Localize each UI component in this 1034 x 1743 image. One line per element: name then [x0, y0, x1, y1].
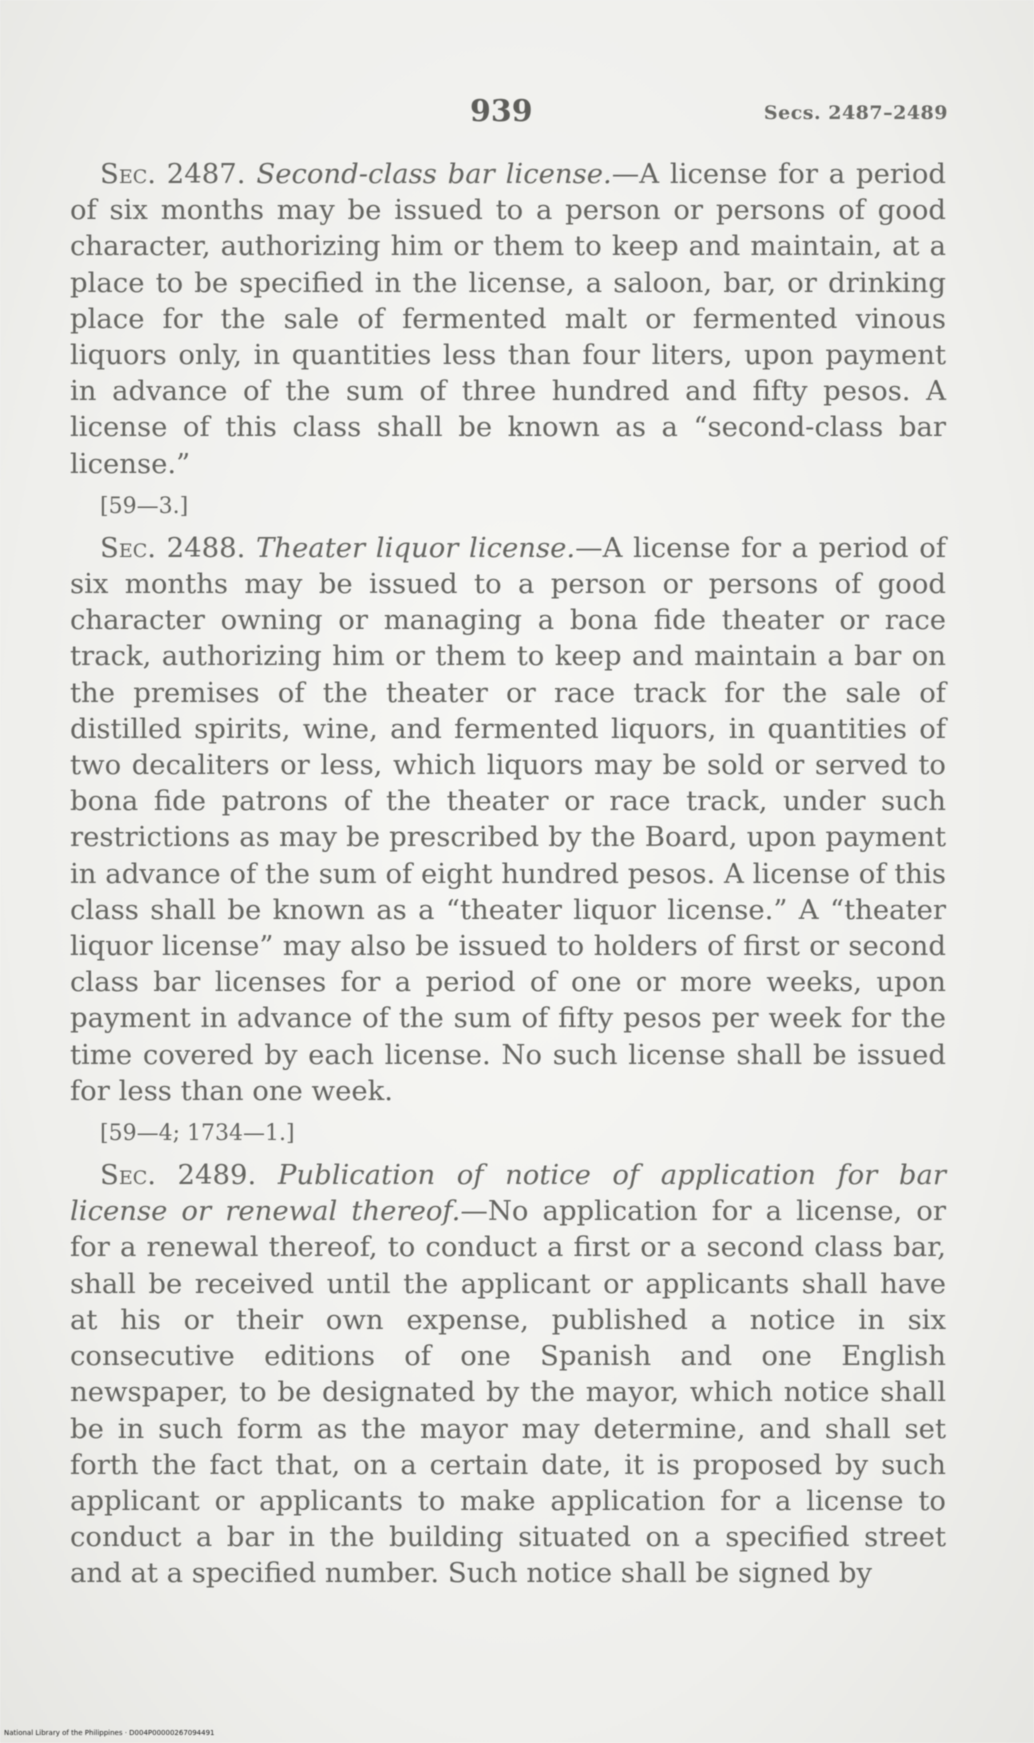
- section-label: Sec. 2489.: [100, 1159, 257, 1192]
- section-paragraph: [70, 530, 946, 1109]
- section-citation: [59—3.]: [100, 493, 189, 519]
- section-paragraph: [70, 1157, 946, 1591]
- section-title: Publication of notice of application for bar license or renewal thereof.: [70, 1159, 946, 1228]
- section-title: Second-class bar license.: [256, 158, 612, 190]
- section-text: —A license for a period of six months may be issued to a person or persons of good character, authorizing him or them to keep and maintain, at a place to be specified in the license, a saloon, bar, or drinking place for the sale of fermented malt or fermented vinous liquors only, in quantities less than four liters, upon payment in advance of the sum of three hundred and fifty pesos. A license of this class shall be known as a “second-class bar license.”: [70, 158, 946, 480]
- section-title: Theater liquor license.: [255, 531, 576, 564]
- section-citation: [59—4; 1734—1.]: [100, 1121, 295, 1147]
- section-2487: [70, 156, 946, 522]
- section-label: Sec. 2487.: [100, 158, 246, 190]
- section-paragraph: [70, 156, 946, 482]
- scan-credit: National Library of the Philippines · D004P00000267094491: [4, 1729, 215, 1737]
- section-2489: [70, 1157, 946, 1591]
- body-text: [70, 156, 946, 1592]
- section-text: —A license for a period of six months may be issued to a person or persons of good character owning or managing a bona fide theater or race track, authorizing him or them to keep and maintain a bar on the premises of the theater or race track for the sale of distilled spirits, wine, and fermented liquors, in quantities of two decaliters or less, which liquors may be sold or served to bona fide patrons of the theater or race track, under such restrictions as may be prescribed by the Board, upon payment in advance of the sum of eight hundred pesos. A license of this class shall be known as a “theater liquor license.” A “theater liquor license” may also be issued to holders of first or second class bar licenses for a period of one or more weeks, upon payment in advance of the sum of fifty pesos per week for the time covered by each license. No such license shall be issued for less than one week.: [70, 531, 947, 1107]
- section-range: Secs. 2487–2489: [763, 102, 948, 124]
- section-label: Sec. 2488.: [100, 531, 246, 564]
- section-text: —No application for a license, or for a renewal thereof, to conduct a first or a second class bar, shall be received until the applicant or applicants shall have at his or their own expense, published a notice in six consecutive editions of one Spanish and one English newspaper, to be designated by the mayor, which notice shall be in such form as the mayor may determine, and shall set forth the fact that, on a certain date, it is proposed by such applicant or applicants to make application for a license to conduct a bar in the building situated on a specified street and at a specified number. Such notice shall be signed by: [70, 1195, 946, 1590]
- page-number: 939: [470, 94, 533, 129]
- section-2488: [70, 530, 946, 1149]
- page-header: [0, 94, 1034, 134]
